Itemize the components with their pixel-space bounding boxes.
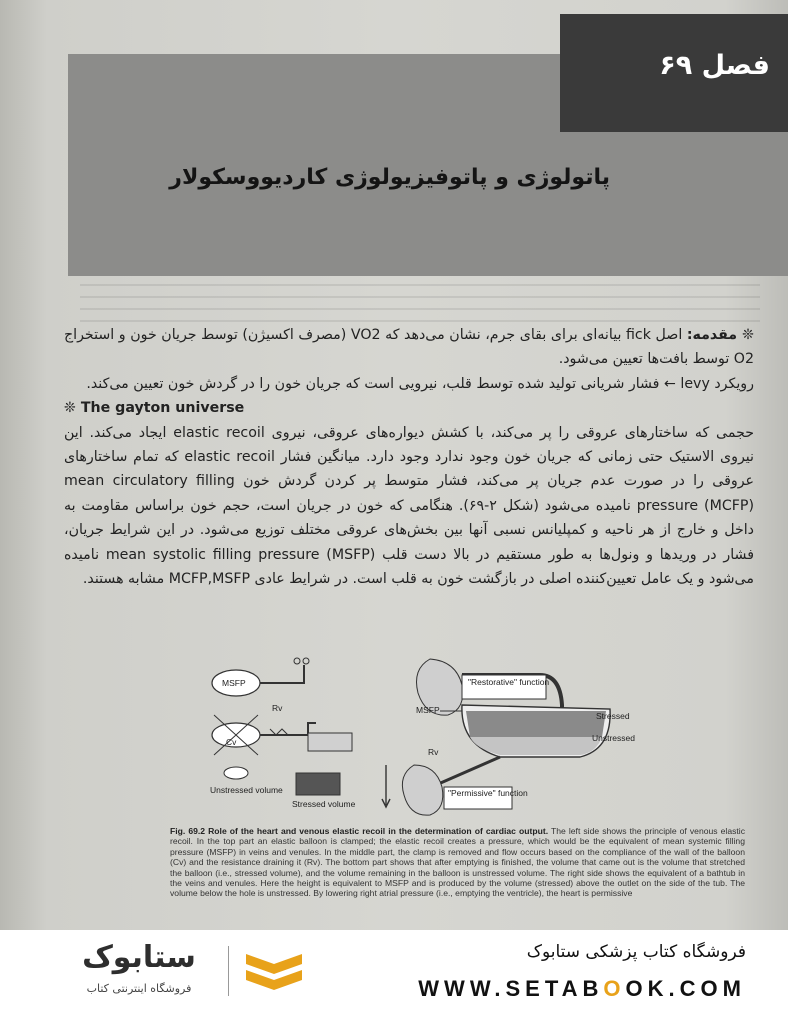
figure-caption: [170, 826, 745, 930]
store-name: فروشگاه کتاب پزشکی ستابوک: [526, 942, 746, 962]
store-logo-text: ستابوک: [82, 940, 196, 975]
figure-drawing: [200, 645, 650, 823]
label-stressed-volume: Stressed volume: [292, 799, 356, 809]
chapter-title: پاتولوژی و پاتوفیزیولوژی کاردیووسکولار: [169, 165, 610, 190]
section-heading: ❊ The gayton universe: [64, 400, 245, 417]
tube-top: [260, 665, 304, 683]
paragraph-intro: [64, 323, 754, 372]
chapter-number: فصل ۶۹: [659, 50, 770, 81]
label-rv-bottom: Rv: [428, 747, 439, 757]
label-unstressed-volume: Unstressed volume: [210, 785, 283, 795]
label-msfp-left: MSFP: [222, 678, 246, 688]
caption-figure-number: Fig. 69.2 Role of the heart and venous elastic recoil in the determination of cardiac output.: [170, 826, 549, 836]
bleed-through: [80, 282, 760, 322]
label-restorative: "Restorative" function: [468, 677, 550, 687]
intro-text: اصل fick بیانه‌ای برای بقای جرم، نشان می‌دهد که VO2 (مصرف اکسیژن) توسط جریان خون و استخراج O2 توسط بافت‌ها تعیین می‌شود.: [64, 327, 754, 368]
book-logo-icon: [242, 948, 306, 996]
beaker-bottom: [296, 773, 340, 795]
balloon-empty: [224, 767, 248, 779]
caption-text: The left side shows the principle of venous elastic recoil. In the top part an elastic balloon is clamped; the elastic recoil creates a pressure, which would be the equivalent of mean systemic filling pressure (MSFP) in veins and venules. In the middle part, the clamp is removed and flow occurs based on the compliance of the wall of the balloon (Cv) and the resistance draining it (Rv). The bottom part shows that after emptying is finished, the volume that came out is the volume that stretched the balloon (i.e., stressed volume), and the volume remaining in the balloon is unstressed volume. The right side shows the equivalent of a bathtub in the veins and venules. Here the height is equivalent to MSFP and is produced by the volume (stressed) above the outlet on the side of the tub. The volume below the hole is unstressed. By lowering right atrial pressure (i.e., emptying the ventricle), the heart is permissive: [170, 826, 745, 899]
paragraph-levy: رویکرد levy ← فشار شریانی تولید شده توسط قلب، نیرویی است که جریان خون را در گردش خون تعیین می‌کند.: [86, 375, 754, 392]
url-part-2: OK.COM: [625, 976, 746, 1001]
heart-bottom: [402, 765, 442, 815]
body-text: [64, 323, 754, 591]
beaker-middle: [308, 733, 352, 751]
url-part-1: WWW.SETAB: [418, 976, 604, 1001]
intro-lead: ❊ مقدمه:: [686, 327, 754, 343]
figure-69-2: [200, 645, 650, 823]
stressed-volume-fill: [466, 711, 606, 737]
url-accent-letter: O: [603, 976, 626, 1001]
logo-divider: [228, 946, 229, 996]
store-url[interactable]: [418, 976, 746, 1002]
label-stressed: Stressed: [596, 711, 630, 721]
label-rv-top: Rv: [272, 703, 283, 713]
clamp-icon: [294, 658, 300, 664]
label-msfp-right: MSFP: [416, 705, 440, 715]
label-unstressed: Unstressed: [592, 733, 635, 743]
label-cv: Cv: [226, 737, 237, 747]
store-logo-subtitle: فروشگاه اینترنتی کتاب: [86, 982, 192, 995]
drain-pipe: [436, 757, 500, 785]
label-permissive: "Permissive" function: [448, 788, 528, 798]
paragraph-main: حجمی که ساختارهای عروقی را پر می‌کند، با کشش دیواره‌های عروقی، نیروی elastic recoil ایجاد می‌کند. این نیروی الاستیک حتی زمانی که جریان خون وجود ندارد وجود دارد. میانگین فشار elastic recoil که تمام ساختارهای عروقی را در صورت عدم جریان پر می‌کند، فشار متوسط پر کردن گردش خون mean circulatory filling pressure (MCFP) نامیده می‌شود (شکل ۲-۶۹). هنگامی که خون در جریان است، حجم خون براساس مقاومت به داخل و خارج از هر ناحیه و کمپلیانس نسبی آنها بین بخش‌های عروقی مختلف توزیع می‌شود. در این شرایط جریان، فشار در وریدها و ونول‌ها به طور مستقیم در بالا دست قلب mean systolic filling pressure (MSFP) نامیده می‌شود و یک عامل تعیین‌کننده اصلی در بازگشت خون به قلب است. در شرایط عادی MCFP,MSFP مشابه هستند.: [64, 424, 755, 588]
store-watermark-footer: [0, 930, 788, 1012]
